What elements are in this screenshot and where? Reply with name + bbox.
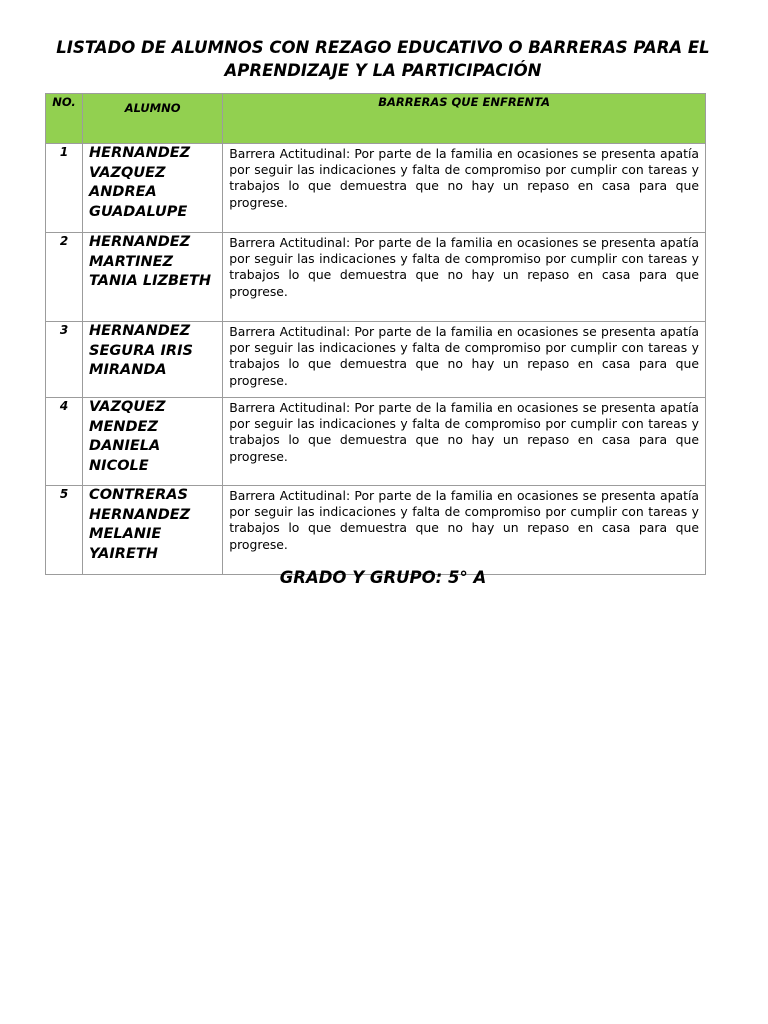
row-number: 2 (46, 233, 83, 322)
student-table (45, 93, 706, 575)
table-row (46, 486, 706, 575)
student-name: VAZQUEZ MENDEZ DANIELA NICOLE (83, 398, 223, 486)
table-row (46, 398, 706, 486)
document-title: LISTADO DE ALUMNOS CON REZAGO EDUCATIVO O BARRERAS PARA EL APRENDIZAJE Y LA PARTICIPACIÓN (56, 38, 710, 80)
column-header-no: NO. (46, 94, 83, 144)
barrier-description: Barrera Actitudinal: Por parte de la familia en ocasiones se presenta apatía por seguir las indicaciones y falta de compromiso por cumplir con tareas y trabajos lo que demuestra que no hay un repaso en casa para que progrese. (223, 398, 706, 486)
grade-group-label: GRADO Y GRUPO: 5° A (279, 568, 487, 587)
student-name: CONTRERAS HERNANDEZ MELANIE YAIRETH (83, 486, 223, 575)
row-number: 5 (46, 486, 83, 575)
table-row (46, 233, 706, 322)
barrier-description: Barrera Actitudinal: Por parte de la familia en ocasiones se presenta apatía por seguir las indicaciones y falta de compromiso por cumplir con tareas y trabajos lo que demuestra que no hay un repaso en casa para que progrese. (223, 233, 706, 322)
student-name: HERNANDEZ MARTINEZ TANIA LIZBETH (83, 233, 223, 322)
barrier-description: Barrera Actitudinal: Por parte de la familia en ocasiones se presenta apatía por seguir las indicaciones y falta de compromiso por cumplir con tareas y trabajos lo que demuestra que no hay un repaso en casa para que progrese. (223, 486, 706, 575)
column-header-barreras: BARRERAS QUE ENFRENTA (223, 94, 706, 144)
table-row (46, 144, 706, 233)
table-row (46, 322, 706, 398)
table-header-row (46, 94, 706, 144)
student-name: HERNANDEZ VAZQUEZ ANDREA GUADALUPE (83, 144, 223, 233)
row-number: 3 (46, 322, 83, 398)
barrier-description: Barrera Actitudinal: Por parte de la familia en ocasiones se presenta apatía por seguir las indicaciones y falta de compromiso por cumplir con tareas y trabajos lo que demuestra que no hay un repaso en casa para que progrese. (223, 322, 706, 398)
barrier-description: Barrera Actitudinal: Por parte de la familia en ocasiones se presenta apatía por seguir las indicaciones y falta de compromiso por cumplir con tareas y trabajos lo que demuestra que no hay un repaso en casa para que progrese. (223, 144, 706, 233)
row-number: 4 (46, 398, 83, 486)
student-name: HERNANDEZ SEGURA IRIS MIRANDA (83, 322, 223, 398)
column-header-alumno: ALUMNO (83, 94, 223, 144)
row-number: 1 (46, 144, 83, 233)
